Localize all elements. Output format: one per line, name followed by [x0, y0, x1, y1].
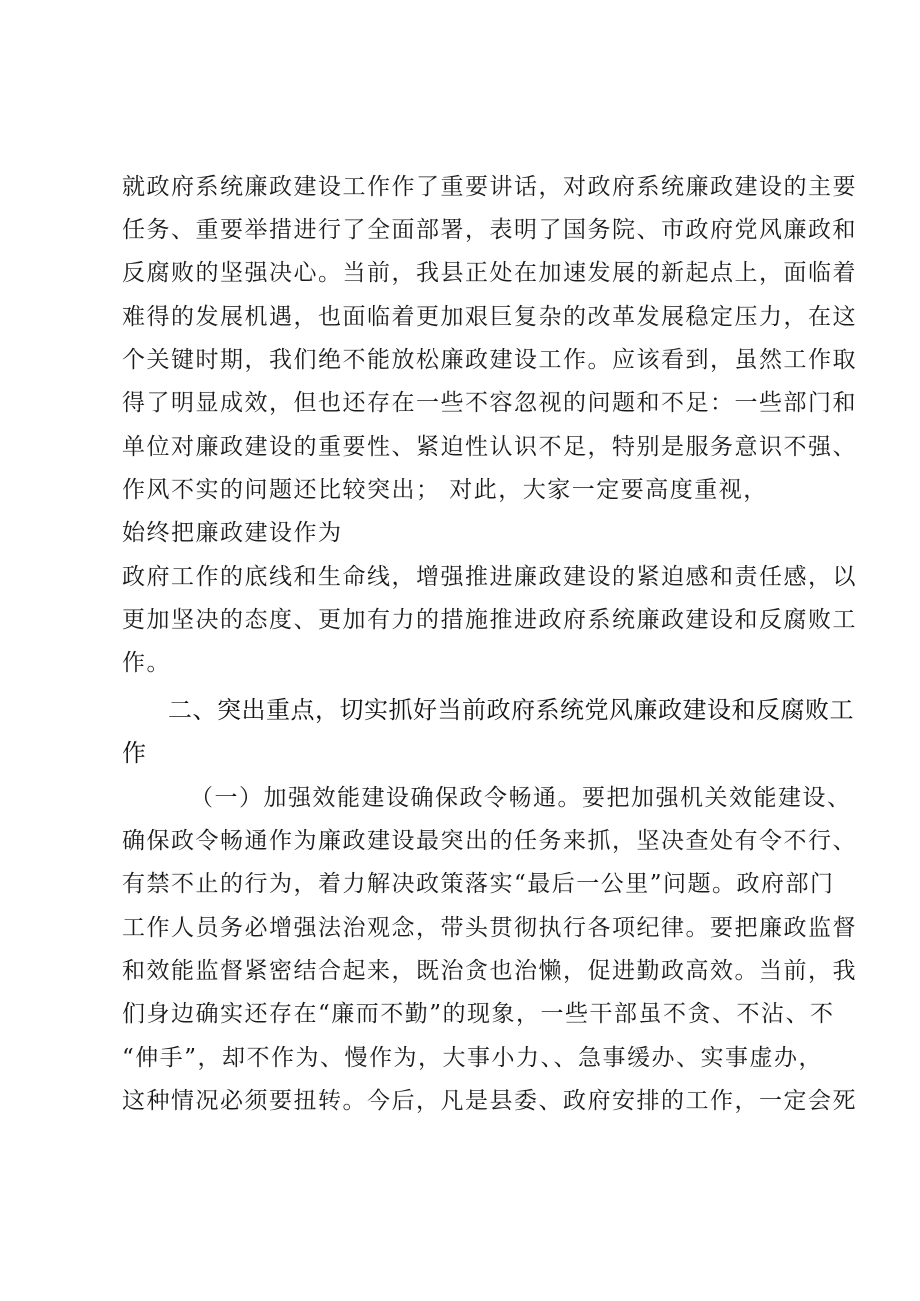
- paragraph-1-line-7: 单位对廉政建设的重要性、紧迫性认识不足，特别是服务意识不强、: [122, 434, 857, 460]
- paragraph-3-line-6: 们身边确实还存在“廉而不勤”的现象，一些干部虽不贪、不沾、不: [122, 1001, 835, 1027]
- paragraph-3-line-4: 工作人员务必增强法治观念，带头贯彻执行各项纪律。要把廉政监督: [122, 915, 857, 941]
- paragraph-1-line-3: 反腐败的坚强决心。当前，我县正处在加速发展的新起点上，面临着: [122, 260, 857, 286]
- paragraph-3-line-5: 和效能监督紧密结合起来，既治贪也治懒，促进勤政高效。当前，我: [122, 958, 857, 984]
- paragraph-3-line-3: 有禁不止的行为，着力解决政策落实“最后一公里”问题。政府部门: [122, 871, 835, 897]
- paragraph-1-line-1: 就政府系统廉政建设工作作了重要讲话，对政府系统廉政建设的主要: [122, 174, 857, 200]
- paragraph-3-line-1: （一）加强效能建设确保政令畅通。要把加强机关效能建设、: [190, 785, 852, 811]
- paragraph-3-line-7: “伸手”，却不作为、慢作为，大事小力、、急事缓办、实事虚办，: [122, 1045, 824, 1071]
- paragraph-1-line-4: 难得的发展机遇，也面临着更加艰巨复杂的改革发展稳定压力，在这: [122, 304, 857, 330]
- section-heading-line-2: 作: [122, 739, 147, 767]
- paragraph-1-line-2: 任务、重要举措进行了全面部署，表明了国务院、市政府党风廉政和: [122, 217, 857, 243]
- paragraph-2-line-1: 政府工作的底线和生命线，增强推进廉政建设的紧迫感和责任感，以: [122, 564, 857, 590]
- paragraph-1-line-9: 始终把廉政建设作为: [122, 520, 343, 546]
- paragraph-1-line-8: 作风不实的问题还比较突出； 对此，大家一定要高度重视，: [122, 477, 768, 503]
- paragraph-1-line-6: 得了明显成效，但也还存在一些不容忽视的问题和不足：一些部门和: [122, 390, 857, 416]
- paragraph-2-line-3: 作。: [122, 650, 171, 676]
- section-heading-line-1: 二、突出重点，切实抓好当前政府系统党风廉政建设和反腐败工: [168, 696, 854, 724]
- paragraph-3-line-8: 这种情况必须要扭转。今后，凡是县委、政府安排的工作，一定会死: [122, 1088, 857, 1114]
- paragraph-3-line-2: 确保政令畅通作为廉政建设最突出的任务来抓，坚决查处有令不行、: [122, 828, 857, 854]
- paragraph-2-line-2: 更加坚决的态度、更加有力的措施推进政府系统廉政建设和反腐败工: [122, 607, 857, 633]
- paragraph-1-line-5: 个关键时期，我们绝不能放松廉政建设工作。应该看到，虽然工作取: [122, 347, 857, 373]
